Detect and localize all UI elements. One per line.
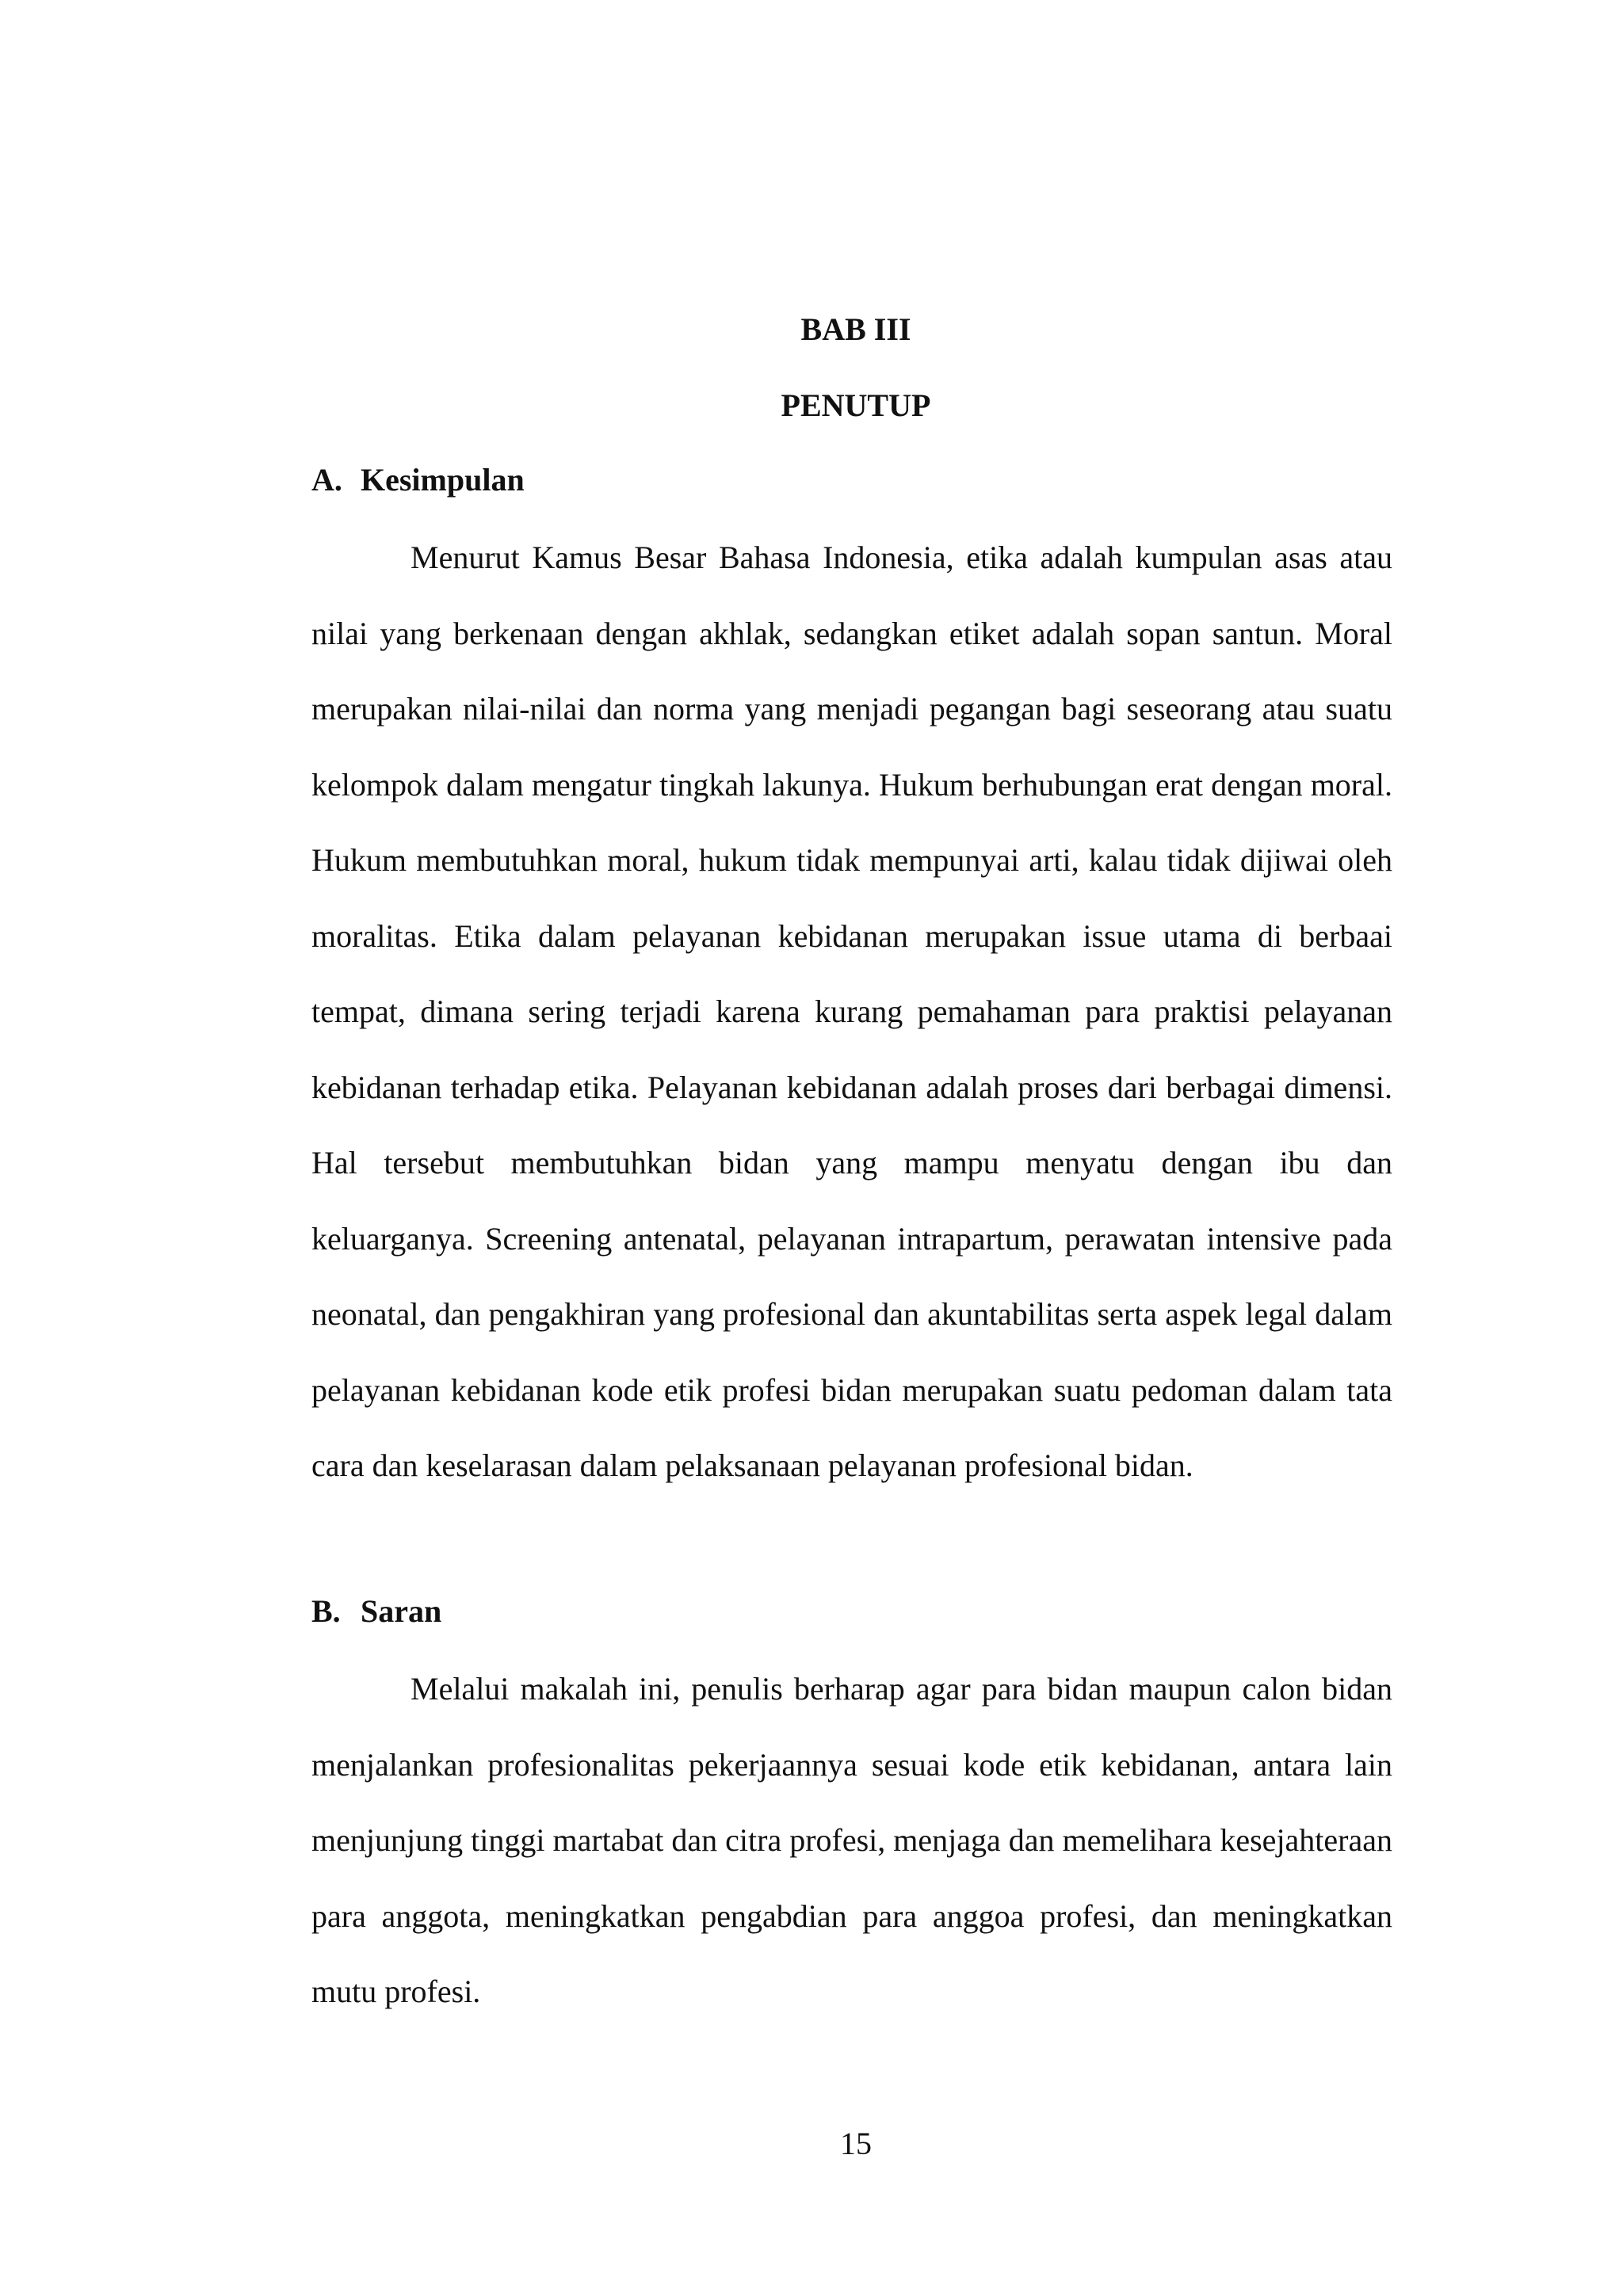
- section-title: Kesimpulan: [361, 462, 525, 498]
- paragraph-saran: Melalui makalah ini, penulis berharap agar para bidan maupun calon bidan menjalankan profesionalitas pekerjaannya sesuai kode etik kebidanan, antara lain menjunjung tinggi martabat dan citra profesi, menjaga dan memelihara kesejahteraan para anggota, meningkatkan pengabdian para anggoa profesi, dan meningkatkan mutu profesi.: [311, 1671, 1392, 2009]
- paragraph-kesimpulan: Menurut Kamus Besar Bahasa Indonesia, etika adalah kumpulan asas atau nilai yang berkenaan dengan akhlak, sedangkan etiket adalah sopan santun. Moral merupakan nilai-nilai dan norma yang menjadi pegangan bagi seseorang atau suatu kelompok dalam mengatur tingkah lakunya. Hukum berhubungan erat dengan moral. Hukum membutuhkan moral, hukum tidak mempunyai arti, kalau tidak dijiwai oleh moralitas. Etika dalam pelayanan kebidanan merupakan issue utama di berbaai tempat, dimana sering terjadi karena kurang pemahaman para praktisi pelayanan kebidanan terhadap etika. Pelayanan kebidanan adalah proses dari berbagai dimensi. Hal tersebut membutuhkan bidan yang mampu menyatu dengan ibu dan keluarganya. Screening antenatal, pelayanan intrapartum, perawatan intensive pada neonatal, dan pengakhiran yang profesional dan akuntabilitas serta aspek legal dalam pelayanan kebidanan kode etik profesi bidan merupakan suatu pedoman dalam tata cara dan keselarasan dalam pelaksanaan pelayanan profesional bidan.: [311, 540, 1392, 1483]
- section-letter: B.: [311, 1593, 341, 1629]
- section-title: Saran: [361, 1593, 442, 1629]
- section-heading-saran: [311, 1592, 441, 1630]
- section-heading-kesimpulan: [311, 461, 525, 499]
- chapter-title: PENUTUP: [781, 387, 931, 423]
- chapter-number: BAB III: [800, 311, 911, 347]
- section-letter: A.: [311, 462, 342, 498]
- page-number: 15: [840, 2126, 872, 2161]
